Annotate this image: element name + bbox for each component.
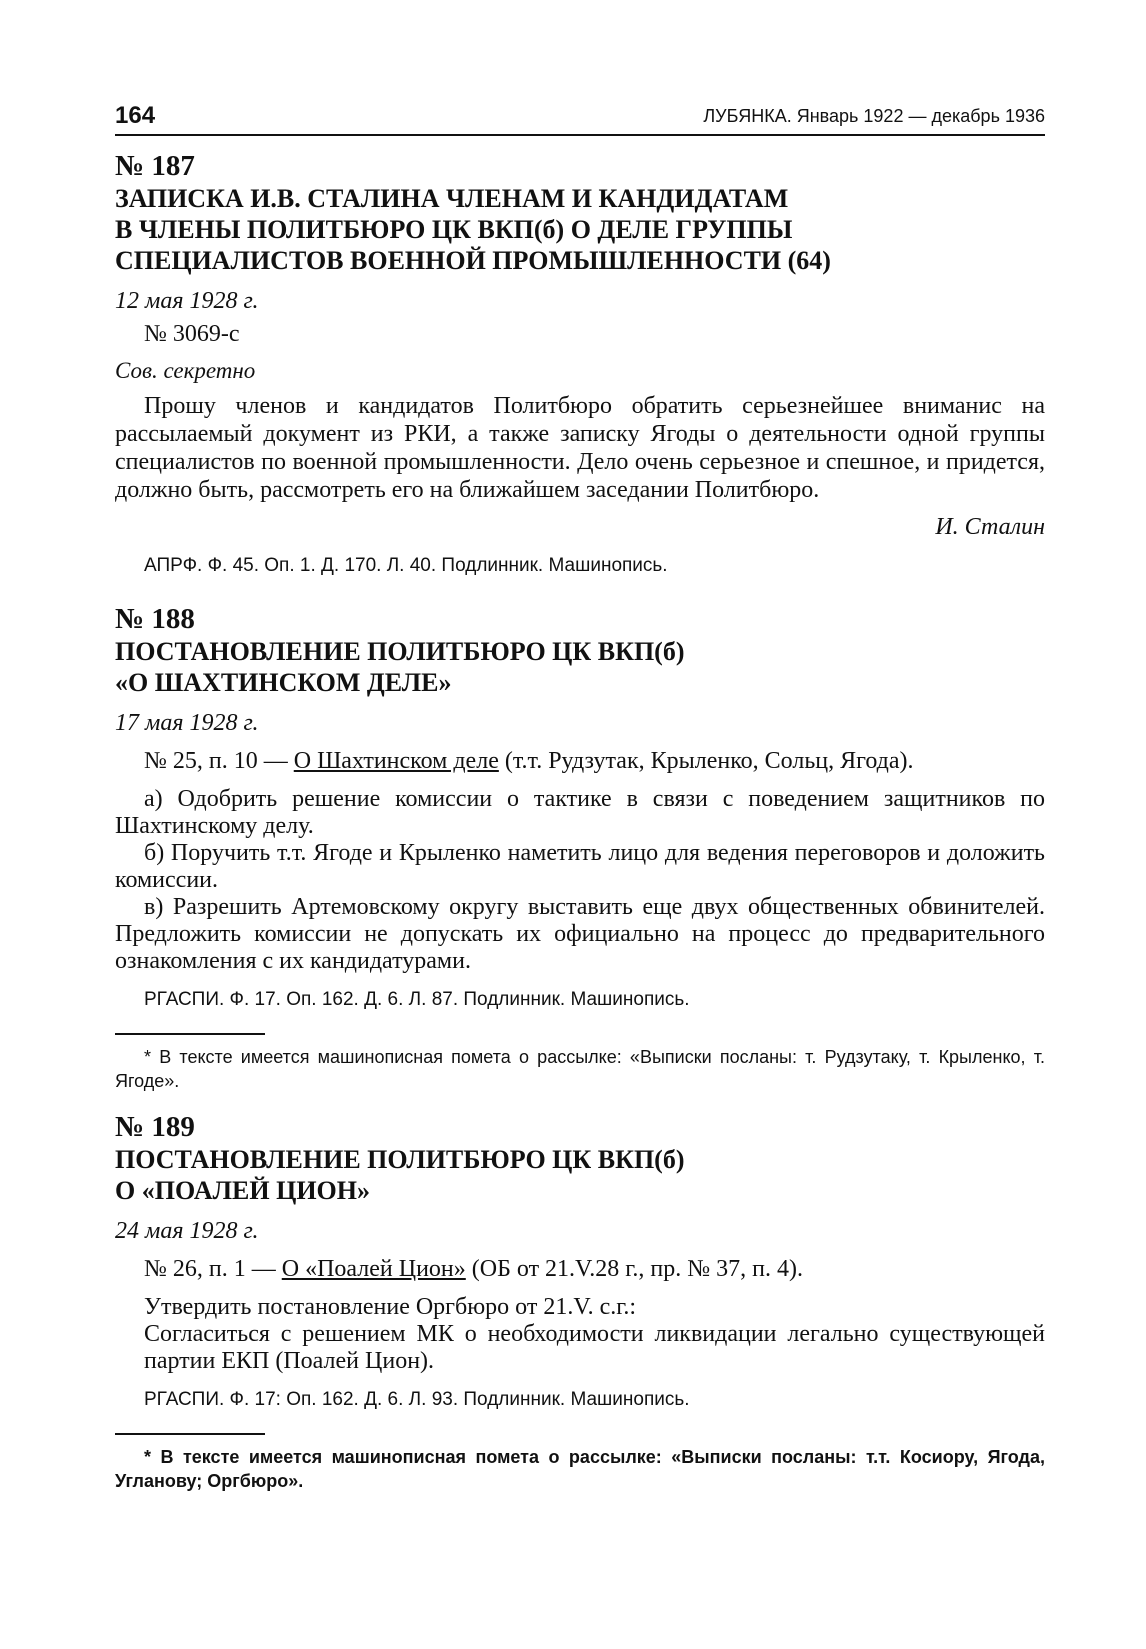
document-number: № 189 xyxy=(115,1111,195,1143)
protocol-suffix: (ОБ от 21.V.28 г., пр. № 37, п. 4). xyxy=(465,1256,804,1282)
document-title-line: В ЧЛЕНЫ ПОЛИТБЮРО ЦК ВКП(б) О ДЕЛЕ ГРУППЫ xyxy=(115,215,793,244)
resolution-item: Согласиться с решением МК о необходимости ликвидации легально существующей партии ЕКП (Поалей Цион). xyxy=(144,1321,1045,1374)
classification-mark: Сов. секретно xyxy=(115,358,256,383)
resolution-item: Утвердить постановление Оргбюро от 21.V. с.г.: xyxy=(144,1294,637,1320)
document-title-line: ПОСТАНОВЛЕНИЕ ПОЛИТБЮРО ЦК ВКП(б) xyxy=(115,637,685,666)
archive-source: АПРФ. Ф. 45. Оп. 1. Д. 170. Л. 40. Подлинник. Машинопись. xyxy=(144,555,668,576)
document-187 xyxy=(115,150,1045,579)
page-number: 164 xyxy=(115,102,156,129)
page-header xyxy=(115,92,1045,130)
document-title-line: О «ПОАЛЕЙ ЦИОН» xyxy=(115,1176,370,1205)
running-title: ЛУБЯНКА. Январь 1922 — декабрь 1936 xyxy=(703,106,1045,126)
protocol-prefix: № 26, п. 1 — xyxy=(144,1256,282,1282)
document-title-line: «О ШАХТИНСКОМ ДЕЛЕ» xyxy=(115,668,452,697)
document-page xyxy=(115,92,1045,1493)
resolution-item: в) Разрешить Артемовскому округу выставить еще двух общественных обвинителей. Предложить комиссии не допускать их официально на процесс до предварительного ознакомления с их кандидатурами. xyxy=(115,894,1045,974)
archive-source: РГАСПИ. Ф. 17. Оп. 162. Д. 6. Л. 87. Подлинник. Машинопись. xyxy=(144,989,690,1010)
protocol-line xyxy=(144,1254,1045,1284)
document-189 xyxy=(115,1111,1045,1493)
footnote: * В тексте имеется машинописная помета о рассылке: «Выписки посланы: т.т. Косиору, Ягода, Угланову; Оргбюро». xyxy=(115,1447,1045,1491)
footnote: * В тексте имеется машинописная помета о рассылке: «Выписки посланы: т. Рудзутаку, т. Крыленко, т. Ягоде». xyxy=(115,1047,1045,1091)
resolution-item: а) Одобрить решение комиссии о тактике в связи с поведением защитников по Шахтинскому делу. xyxy=(115,786,1045,839)
document-title-line: ПОСТАНОВЛЕНИЕ ПОЛИТБЮРО ЦК ВКП(б) xyxy=(115,1145,685,1174)
footnote-rule xyxy=(115,1433,265,1435)
archive-source: РГАСПИ. Ф. 17: Оп. 162. Д. 6. Л. 93. Подлинник. Машинопись. xyxy=(144,1389,690,1410)
footnote-rule xyxy=(115,1033,265,1035)
document-title-line: ЗАПИСКА И.В. СТАЛИНА ЧЛЕНАМ И КАНДИДАТАМ xyxy=(115,184,789,213)
document-date: 24 мая 1928 г. xyxy=(115,1218,259,1244)
document-title-line: СПЕЦИАЛИСТОВ ВОЕННОЙ ПРОМЫШЛЕННОСТИ (64) xyxy=(115,246,831,275)
protocol-subject: О «Поалей Цион» xyxy=(281,1256,466,1282)
document-number: № 188 xyxy=(115,603,195,635)
document-date: 17 мая 1928 г. xyxy=(115,710,259,736)
protocol-subject: О Шахтинском деле xyxy=(293,748,499,774)
document-188 xyxy=(115,603,1045,1093)
document-date: 12 мая 1928 г. xyxy=(115,288,259,314)
header-rule xyxy=(115,134,1045,136)
document-reference: № 3069-с xyxy=(144,321,240,347)
resolution-item: б) Поручить т.т. Ягоде и Крыленко наметить лицо для ведения переговоров и доложить комиссии. xyxy=(115,840,1045,893)
document-body: Прошу членов и кандидатов Политбюро обратить серьезнейшее вниманис на рассылаемый документ из РКИ, а также записку Ягоды о деятельности одной группы специалистов по военной промышленности. Дело очень серьезное и спешное, и придется, должно быть, рассмотреть его на ближайшем заседании Политбюро. xyxy=(115,393,1045,503)
document-number: № 187 xyxy=(115,150,195,182)
signature: И. Сталин xyxy=(935,514,1045,540)
protocol-suffix: (т.т. Рудзутак, Крыленко, Сольц, Ягода). xyxy=(498,748,914,774)
protocol-line xyxy=(144,746,1045,776)
protocol-prefix: № 25, п. 10 — xyxy=(144,748,294,774)
